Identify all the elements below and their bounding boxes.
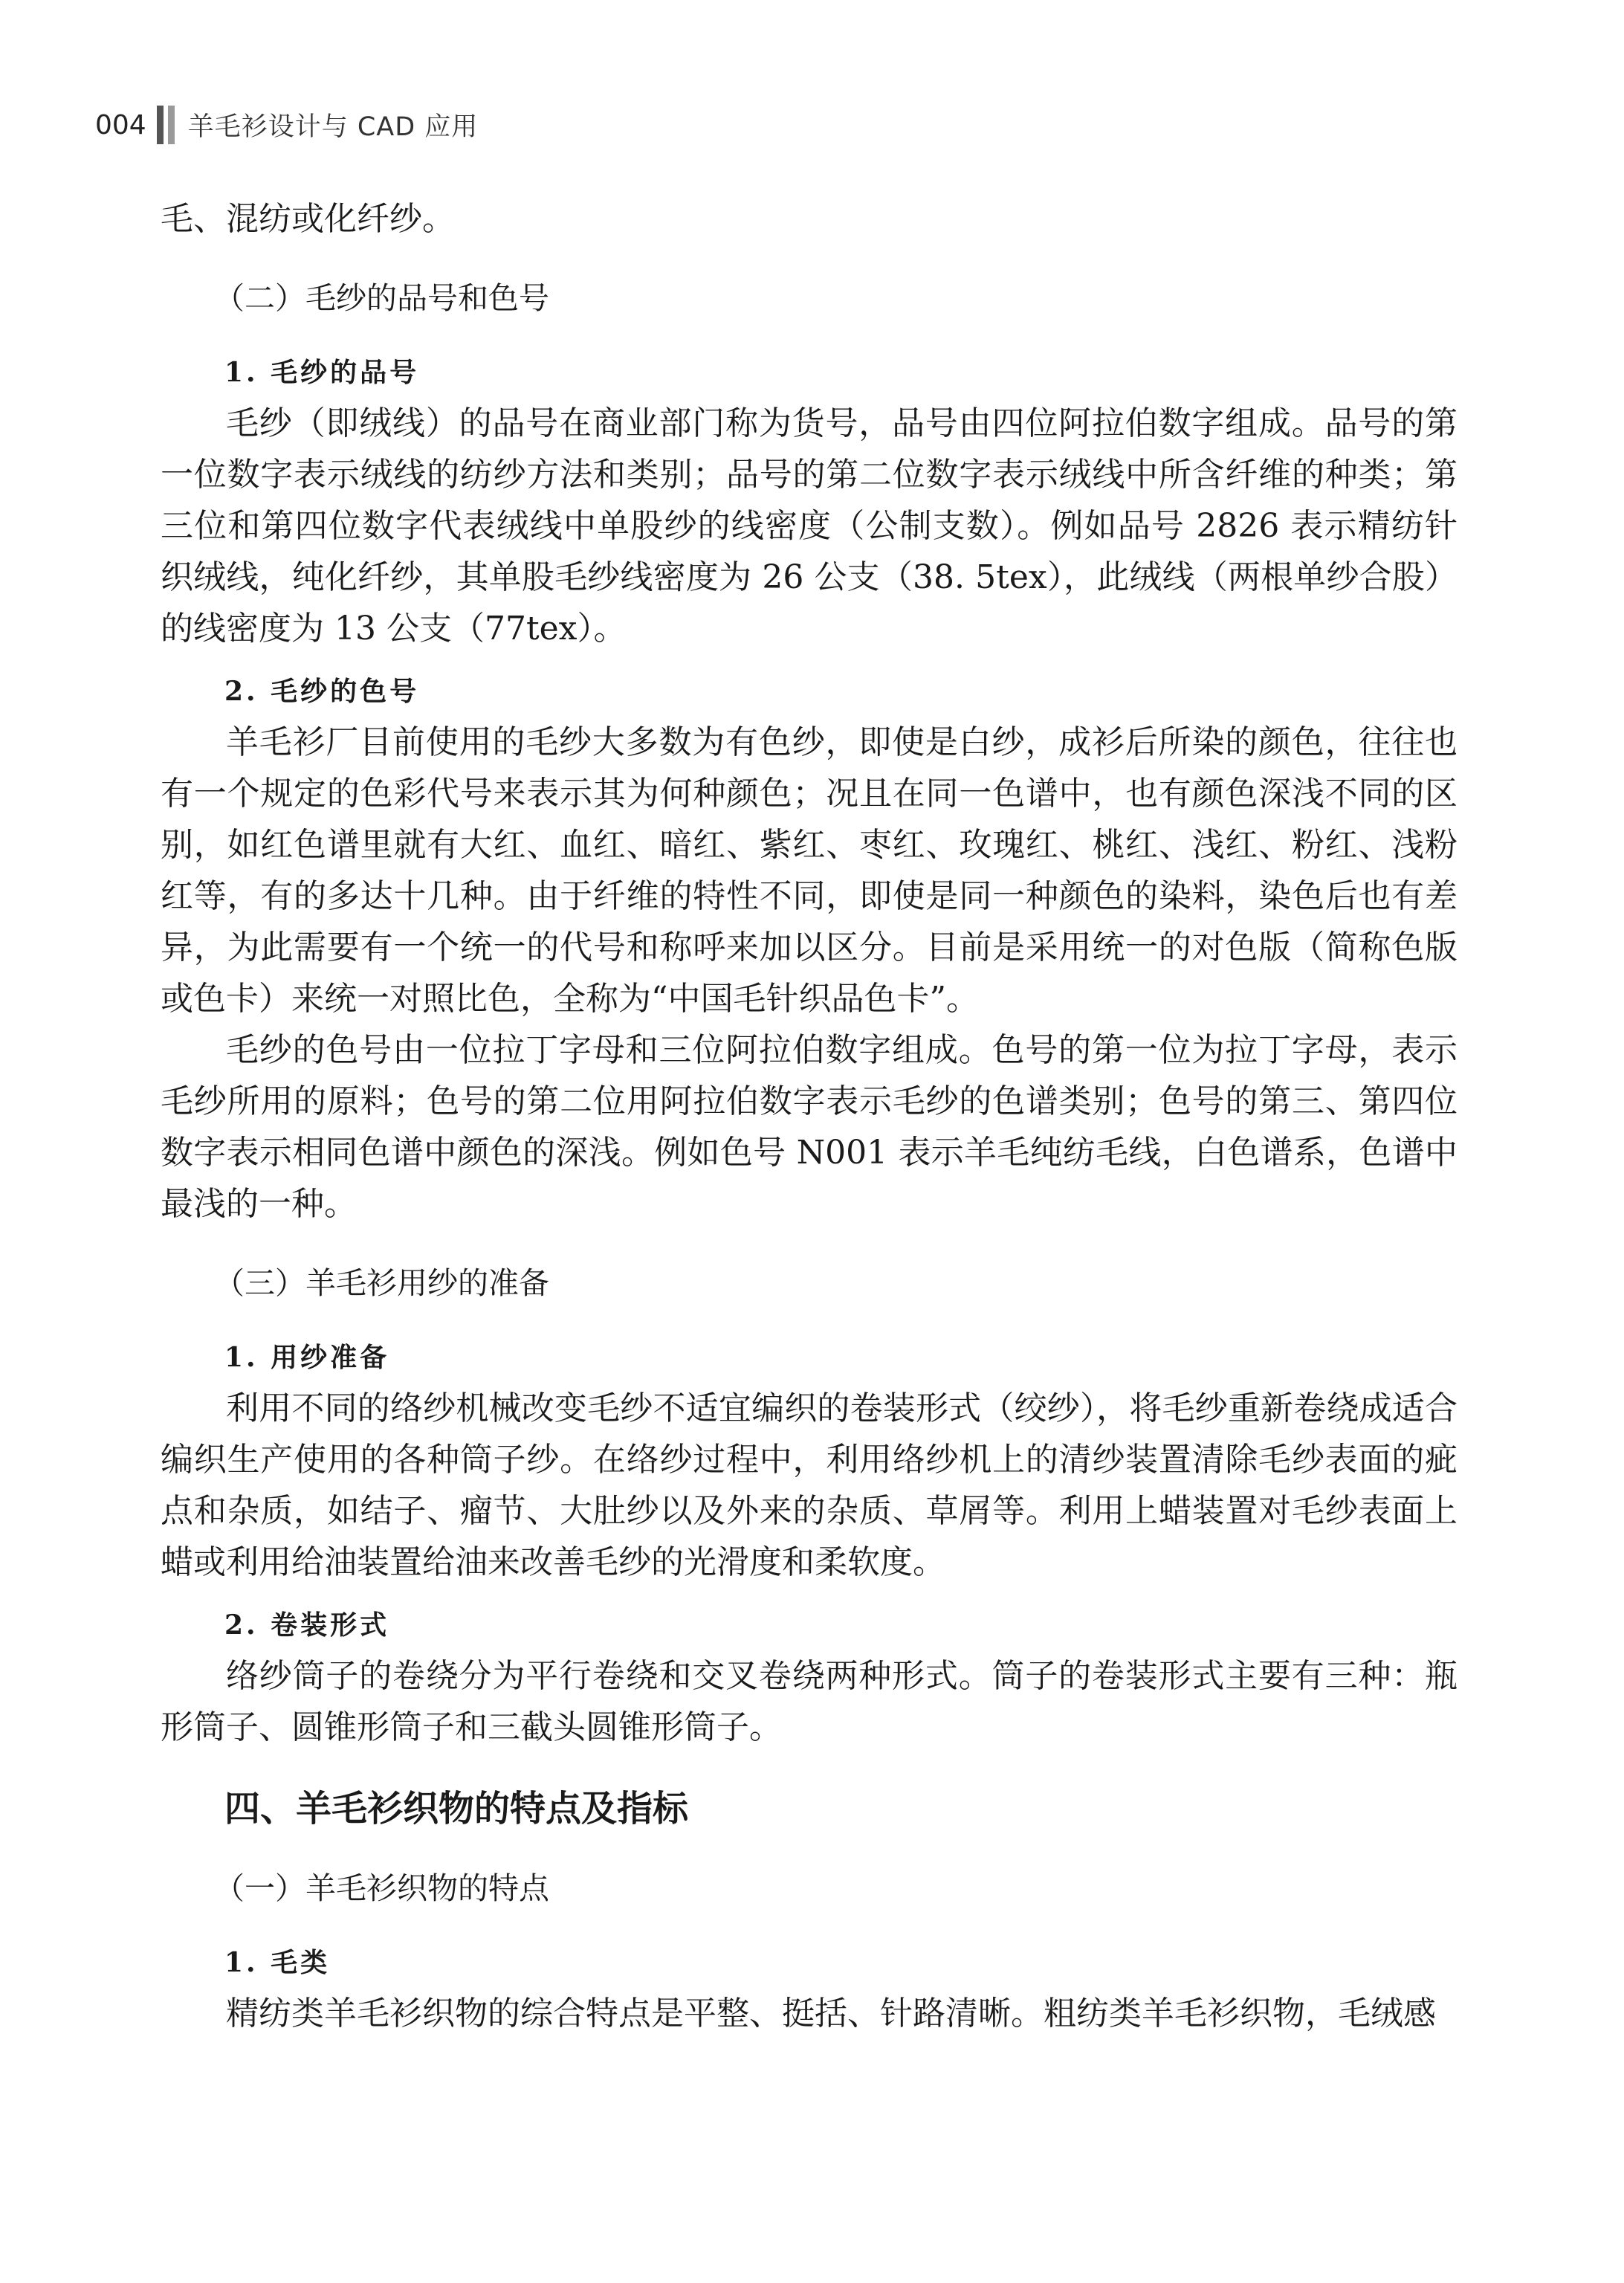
- book-title: 羊毛衫设计与 CAD 应用: [187, 112, 479, 142]
- header-divider-bars: [157, 106, 175, 144]
- paragraph: 毛、混纺或化纤纱。: [161, 200, 455, 238]
- paragraph: 络纱筒子的卷绕分为平行卷绕和交叉卷绕两种形式。筒子的卷装形式主要有三种：瓶形筒子、圆锥形筒子和三截头圆锥形筒子。: [161, 1657, 1458, 1746]
- paragraph: 精纺类羊毛衫织物的综合特点是平整、挺括、针路清晰。粗纺类羊毛衫织物，毛绒感: [226, 1995, 1436, 2032]
- section-heading: （三）羊毛衫用纱的准备: [214, 1265, 549, 1301]
- paragraph: 毛纱（即绒线）的品号在商业部门称为货号，品号由四位阿拉伯数字组成。品号的第一位数字表示绒线的纺纱方法和类别；品号的第二位数字表示绒线中所含纤维的种类；第三位和第四位数字代表绒线中单股纱的线密度（公制支数）。例如品号 2826 表示精纺针织绒线，纯化纤纱，其单股毛纱线密度为 26 公支（38. 5tex），此绒线（两根单纱合股）的线密度为 13 公支（77tex）。: [161, 404, 1458, 648]
- section-heading: （二）毛纱的品号和色号: [214, 280, 549, 316]
- paragraph: 羊毛衫厂目前使用的毛纱大多数为有色纱，即使是白纱，成衫后所染的颜色，往往也有一个规定的色彩代号来表示其为何种颜色；况且在同一色谱中，也有颜色深浅不同的区别，如红色谱里就有大红、血红、暗红、紫红、枣红、玫瑰红、桃红、浅红、粉红、浅粉红等，有的多达十几种。由于纤维的特性不同，即使是同一种颜色的染料，染色后也有差异，为此需要有一个统一的代号和称呼来加以区分。目前是采用统一的对色版（简称色版或色卡）来统一对照比色，全称为“中国毛针织品色卡”。: [161, 723, 1458, 1018]
- section-heading: （一）羊毛衫织物的特点: [214, 1870, 549, 1906]
- subsection-heading: 1. 毛纱的品号: [224, 357, 420, 388]
- paragraph: 利用不同的络纱机械改变毛纱不适宜编织的卷装形式（绞纱），将毛纱重新卷绕成适合编织生产使用的各种筒子纱。在络纱过程中，利用络纱机上的清纱装置清除毛纱表面的疵点和杂质，如结子、瘤节、大肚纱以及外来的杂质、草屑等。利用上蜡装置对毛纱表面上蜡或利用给油装置给油来改善毛纱的光滑度和柔软度。: [161, 1389, 1458, 1581]
- page-body: [161, 193, 1458, 2039]
- subsection-heading: 2. 卷装形式: [224, 1609, 390, 1641]
- running-header: [95, 103, 478, 147]
- subsection-heading: 1. 毛类: [224, 1947, 331, 1978]
- chapter-heading: 四、羊毛衫织物的特点及指标: [224, 1788, 689, 1830]
- page-number: 004: [95, 109, 146, 141]
- subsection-heading: 2. 毛纱的色号: [224, 676, 420, 707]
- subsection-heading: 1. 用纱准备: [224, 1342, 390, 1373]
- paragraph: 毛纱的色号由一位拉丁字母和三位阿拉伯数字组成。色号的第一位为拉丁字母，表示毛纱所用的原料；色号的第二位用阿拉伯数字表示毛纱的色谱类别；色号的第三、第四位数字表示相同色谱中颜色的深浅。例如色号 N001 表示羊毛纯纺毛线，白色谱系，色谱中最浅的一种。: [161, 1031, 1458, 1223]
